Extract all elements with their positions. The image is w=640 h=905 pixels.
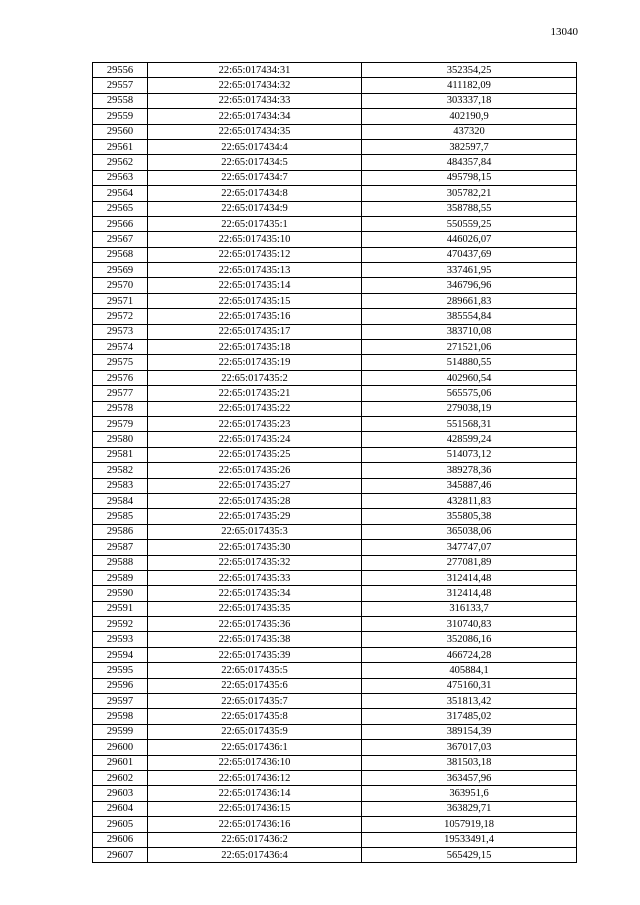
row-number-cell: 29578 bbox=[93, 401, 148, 416]
cadastral-number-cell: 22:65:017435:39 bbox=[148, 647, 362, 662]
table-row bbox=[93, 355, 577, 370]
value-cell: 514880,55 bbox=[362, 355, 577, 370]
cadastral-number-cell: 22:65:017434:8 bbox=[148, 186, 362, 201]
cadastral-number-cell: 22:65:017435:30 bbox=[148, 540, 362, 555]
cadastral-number-cell: 22:65:017435:8 bbox=[148, 709, 362, 724]
cadastral-number-cell: 22:65:017434:33 bbox=[148, 93, 362, 108]
row-number-cell: 29606 bbox=[93, 832, 148, 847]
value-cell: 495798,15 bbox=[362, 170, 577, 185]
value-cell: 484357,84 bbox=[362, 155, 577, 170]
cadastral-number-cell: 22:65:017435:17 bbox=[148, 324, 362, 339]
row-number-cell: 29596 bbox=[93, 678, 148, 693]
row-number-cell: 29598 bbox=[93, 709, 148, 724]
table-row bbox=[93, 139, 577, 154]
cadastral-number-cell: 22:65:017436:12 bbox=[148, 770, 362, 785]
row-number-cell: 29562 bbox=[93, 155, 148, 170]
value-cell: 363829,71 bbox=[362, 801, 577, 816]
value-cell: 389154,39 bbox=[362, 724, 577, 739]
row-number-cell: 29597 bbox=[93, 694, 148, 709]
table-row bbox=[93, 63, 577, 78]
cadastral-number-cell: 22:65:017435:9 bbox=[148, 724, 362, 739]
table-row bbox=[93, 201, 577, 216]
value-cell: 428599,24 bbox=[362, 432, 577, 447]
value-cell: 345887,46 bbox=[362, 478, 577, 493]
row-number-cell: 29581 bbox=[93, 447, 148, 462]
cadastral-number-cell: 22:65:017435:6 bbox=[148, 678, 362, 693]
row-number-cell: 29602 bbox=[93, 770, 148, 785]
value-cell: 355805,38 bbox=[362, 509, 577, 524]
table-row bbox=[93, 324, 577, 339]
table-row bbox=[93, 540, 577, 555]
table-row bbox=[93, 709, 577, 724]
table-row bbox=[93, 786, 577, 801]
row-number-cell: 29573 bbox=[93, 324, 148, 339]
table-row bbox=[93, 493, 577, 508]
value-cell: 382597,7 bbox=[362, 139, 577, 154]
row-number-cell: 29568 bbox=[93, 247, 148, 262]
table-row bbox=[93, 617, 577, 632]
table-row bbox=[93, 847, 577, 862]
cadastral-number-cell: 22:65:017436:15 bbox=[148, 801, 362, 816]
table-body bbox=[93, 63, 577, 863]
row-number-cell: 29574 bbox=[93, 340, 148, 355]
value-cell: 346796,96 bbox=[362, 278, 577, 293]
cadastral-number-cell: 22:65:017435:21 bbox=[148, 386, 362, 401]
value-cell: 352086,16 bbox=[362, 632, 577, 647]
table-row bbox=[93, 601, 577, 616]
table-row bbox=[93, 463, 577, 478]
value-cell: 411182,09 bbox=[362, 78, 577, 93]
value-cell: 363951,6 bbox=[362, 786, 577, 801]
cadastral-number-cell: 22:65:017435:36 bbox=[148, 617, 362, 632]
value-cell: 385554,84 bbox=[362, 309, 577, 324]
value-cell: 279038,19 bbox=[362, 401, 577, 416]
cadastral-number-cell: 22:65:017435:29 bbox=[148, 509, 362, 524]
cadastral-number-cell: 22:65:017435:33 bbox=[148, 570, 362, 585]
table-row bbox=[93, 678, 577, 693]
row-number-cell: 29560 bbox=[93, 124, 148, 139]
table-row bbox=[93, 247, 577, 262]
value-cell: 432811,83 bbox=[362, 493, 577, 508]
cadastral-number-cell: 22:65:017435:10 bbox=[148, 232, 362, 247]
table-row bbox=[93, 694, 577, 709]
cadastral-number-cell: 22:65:017435:19 bbox=[148, 355, 362, 370]
table-row bbox=[93, 832, 577, 847]
page-number: 13040 bbox=[550, 26, 578, 38]
value-cell: 550559,25 bbox=[362, 216, 577, 231]
row-number-cell: 29577 bbox=[93, 386, 148, 401]
value-cell: 389278,36 bbox=[362, 463, 577, 478]
cadastral-number-cell: 22:65:017434:7 bbox=[148, 170, 362, 185]
cadastral-number-cell: 22:65:017435:14 bbox=[148, 278, 362, 293]
table-row bbox=[93, 309, 577, 324]
cadastral-number-cell: 22:65:017434:32 bbox=[148, 78, 362, 93]
cadastral-number-cell: 22:65:017435:15 bbox=[148, 293, 362, 308]
value-cell: 405884,1 bbox=[362, 663, 577, 678]
row-number-cell: 29589 bbox=[93, 570, 148, 585]
table-row bbox=[93, 370, 577, 385]
cadastral-number-cell: 22:65:017436:16 bbox=[148, 817, 362, 832]
cadastral-number-cell: 22:65:017435:35 bbox=[148, 601, 362, 616]
value-cell: 317485,02 bbox=[362, 709, 577, 724]
row-number-cell: 29600 bbox=[93, 740, 148, 755]
value-cell: 565575,06 bbox=[362, 386, 577, 401]
row-number-cell: 29605 bbox=[93, 817, 148, 832]
row-number-cell: 29579 bbox=[93, 416, 148, 431]
cadastral-number-cell: 22:65:017434:31 bbox=[148, 63, 362, 78]
table-row bbox=[93, 124, 577, 139]
table-row bbox=[93, 232, 577, 247]
row-number-cell: 29576 bbox=[93, 370, 148, 385]
value-cell: 316133,7 bbox=[362, 601, 577, 616]
value-cell: 277081,89 bbox=[362, 555, 577, 570]
table-row bbox=[93, 724, 577, 739]
value-cell: 551568,31 bbox=[362, 416, 577, 431]
cadastral-number-cell: 22:65:017436:2 bbox=[148, 832, 362, 847]
table-row bbox=[93, 416, 577, 431]
row-number-cell: 29585 bbox=[93, 509, 148, 524]
row-number-cell: 29588 bbox=[93, 555, 148, 570]
row-number-cell: 29584 bbox=[93, 493, 148, 508]
cadastral-number-cell: 22:65:017434:34 bbox=[148, 109, 362, 124]
cadastral-number-cell: 22:65:017435:32 bbox=[148, 555, 362, 570]
row-number-cell: 29591 bbox=[93, 601, 148, 616]
cadastral-number-cell: 22:65:017435:18 bbox=[148, 340, 362, 355]
row-number-cell: 29565 bbox=[93, 201, 148, 216]
table-row bbox=[93, 216, 577, 231]
cadastral-number-cell: 22:65:017434:4 bbox=[148, 139, 362, 154]
row-number-cell: 29575 bbox=[93, 355, 148, 370]
cadastral-number-cell: 22:65:017435:7 bbox=[148, 694, 362, 709]
cadastral-value-table bbox=[92, 62, 577, 863]
value-cell: 381503,18 bbox=[362, 755, 577, 770]
value-cell: 565429,15 bbox=[362, 847, 577, 862]
value-cell: 312414,48 bbox=[362, 570, 577, 585]
row-number-cell: 29563 bbox=[93, 170, 148, 185]
row-number-cell: 29595 bbox=[93, 663, 148, 678]
value-cell: 358788,55 bbox=[362, 201, 577, 216]
table-row bbox=[93, 632, 577, 647]
value-cell: 352354,25 bbox=[362, 63, 577, 78]
value-cell: 367017,03 bbox=[362, 740, 577, 755]
table-row bbox=[93, 401, 577, 416]
cadastral-number-cell: 22:65:017435:2 bbox=[148, 370, 362, 385]
cadastral-number-cell: 22:65:017435:12 bbox=[148, 247, 362, 262]
cadastral-number-cell: 22:65:017435:34 bbox=[148, 586, 362, 601]
table-row bbox=[93, 570, 577, 585]
value-cell: 303337,18 bbox=[362, 93, 577, 108]
value-cell: 365038,06 bbox=[362, 524, 577, 539]
row-number-cell: 29571 bbox=[93, 293, 148, 308]
value-cell: 337461,95 bbox=[362, 263, 577, 278]
row-number-cell: 29593 bbox=[93, 632, 148, 647]
table-row bbox=[93, 555, 577, 570]
value-cell: 363457,96 bbox=[362, 770, 577, 785]
value-cell: 402960,54 bbox=[362, 370, 577, 385]
row-number-cell: 29557 bbox=[93, 78, 148, 93]
cadastral-number-cell: 22:65:017436:4 bbox=[148, 847, 362, 862]
row-number-cell: 29570 bbox=[93, 278, 148, 293]
table-row bbox=[93, 755, 577, 770]
row-number-cell: 29561 bbox=[93, 139, 148, 154]
table-row bbox=[93, 78, 577, 93]
table-row bbox=[93, 155, 577, 170]
row-number-cell: 29580 bbox=[93, 432, 148, 447]
table-row bbox=[93, 340, 577, 355]
value-cell: 19533491,4 bbox=[362, 832, 577, 847]
table-row bbox=[93, 740, 577, 755]
row-number-cell: 29556 bbox=[93, 63, 148, 78]
row-number-cell: 29567 bbox=[93, 232, 148, 247]
cadastral-number-cell: 22:65:017436:14 bbox=[148, 786, 362, 801]
row-number-cell: 29599 bbox=[93, 724, 148, 739]
row-number-cell: 29582 bbox=[93, 463, 148, 478]
cadastral-number-cell: 22:65:017434:35 bbox=[148, 124, 362, 139]
row-number-cell: 29603 bbox=[93, 786, 148, 801]
row-number-cell: 29559 bbox=[93, 109, 148, 124]
table-row bbox=[93, 586, 577, 601]
cadastral-number-cell: 22:65:017435:3 bbox=[148, 524, 362, 539]
row-number-cell: 29604 bbox=[93, 801, 148, 816]
row-number-cell: 29566 bbox=[93, 216, 148, 231]
cadastral-number-cell: 22:65:017435:22 bbox=[148, 401, 362, 416]
table-row bbox=[93, 524, 577, 539]
row-number-cell: 29564 bbox=[93, 186, 148, 201]
table-row bbox=[93, 478, 577, 493]
value-cell: 351813,42 bbox=[362, 694, 577, 709]
cadastral-number-cell: 22:65:017435:24 bbox=[148, 432, 362, 447]
cadastral-number-cell: 22:65:017435:1 bbox=[148, 216, 362, 231]
row-number-cell: 29594 bbox=[93, 647, 148, 662]
table-row bbox=[93, 663, 577, 678]
row-number-cell: 29569 bbox=[93, 263, 148, 278]
cadastral-number-cell: 22:65:017435:13 bbox=[148, 263, 362, 278]
row-number-cell: 29586 bbox=[93, 524, 148, 539]
value-cell: 514073,12 bbox=[362, 447, 577, 462]
cadastral-number-cell: 22:65:017435:38 bbox=[148, 632, 362, 647]
value-cell: 347747,07 bbox=[362, 540, 577, 555]
table-row bbox=[93, 432, 577, 447]
cadastral-number-cell: 22:65:017436:1 bbox=[148, 740, 362, 755]
value-cell: 470437,69 bbox=[362, 247, 577, 262]
table-row bbox=[93, 647, 577, 662]
row-number-cell: 29583 bbox=[93, 478, 148, 493]
value-cell: 289661,83 bbox=[362, 293, 577, 308]
value-cell: 446026,07 bbox=[362, 232, 577, 247]
cadastral-number-cell: 22:65:017435:25 bbox=[148, 447, 362, 462]
table-row bbox=[93, 801, 577, 816]
cadastral-number-cell: 22:65:017434:5 bbox=[148, 155, 362, 170]
value-cell: 312414,48 bbox=[362, 586, 577, 601]
table-row bbox=[93, 93, 577, 108]
row-number-cell: 29572 bbox=[93, 309, 148, 324]
value-cell: 437320 bbox=[362, 124, 577, 139]
row-number-cell: 29558 bbox=[93, 93, 148, 108]
table-row bbox=[93, 386, 577, 401]
cadastral-number-cell: 22:65:017435:28 bbox=[148, 493, 362, 508]
cadastral-number-cell: 22:65:017435:23 bbox=[148, 416, 362, 431]
table-row bbox=[93, 509, 577, 524]
cadastral-number-cell: 22:65:017435:26 bbox=[148, 463, 362, 478]
value-cell: 466724,28 bbox=[362, 647, 577, 662]
table-row bbox=[93, 770, 577, 785]
table-row bbox=[93, 263, 577, 278]
table-row bbox=[93, 109, 577, 124]
cadastral-number-cell: 22:65:017435:16 bbox=[148, 309, 362, 324]
table-row bbox=[93, 170, 577, 185]
cadastral-number-cell: 22:65:017436:10 bbox=[148, 755, 362, 770]
row-number-cell: 29590 bbox=[93, 586, 148, 601]
value-cell: 1057919,18 bbox=[362, 817, 577, 832]
table-row bbox=[93, 447, 577, 462]
cadastral-number-cell: 22:65:017434:9 bbox=[148, 201, 362, 216]
value-cell: 383710,08 bbox=[362, 324, 577, 339]
row-number-cell: 29601 bbox=[93, 755, 148, 770]
row-number-cell: 29587 bbox=[93, 540, 148, 555]
row-number-cell: 29607 bbox=[93, 847, 148, 862]
row-number-cell: 29592 bbox=[93, 617, 148, 632]
value-cell: 310740,83 bbox=[362, 617, 577, 632]
value-cell: 271521,06 bbox=[362, 340, 577, 355]
table-row bbox=[93, 817, 577, 832]
cadastral-number-cell: 22:65:017435:5 bbox=[148, 663, 362, 678]
table-row bbox=[93, 293, 577, 308]
cadastral-number-cell: 22:65:017435:27 bbox=[148, 478, 362, 493]
value-cell: 475160,31 bbox=[362, 678, 577, 693]
value-cell: 305782,21 bbox=[362, 186, 577, 201]
table-row bbox=[93, 186, 577, 201]
table-row bbox=[93, 278, 577, 293]
value-cell: 402190,9 bbox=[362, 109, 577, 124]
